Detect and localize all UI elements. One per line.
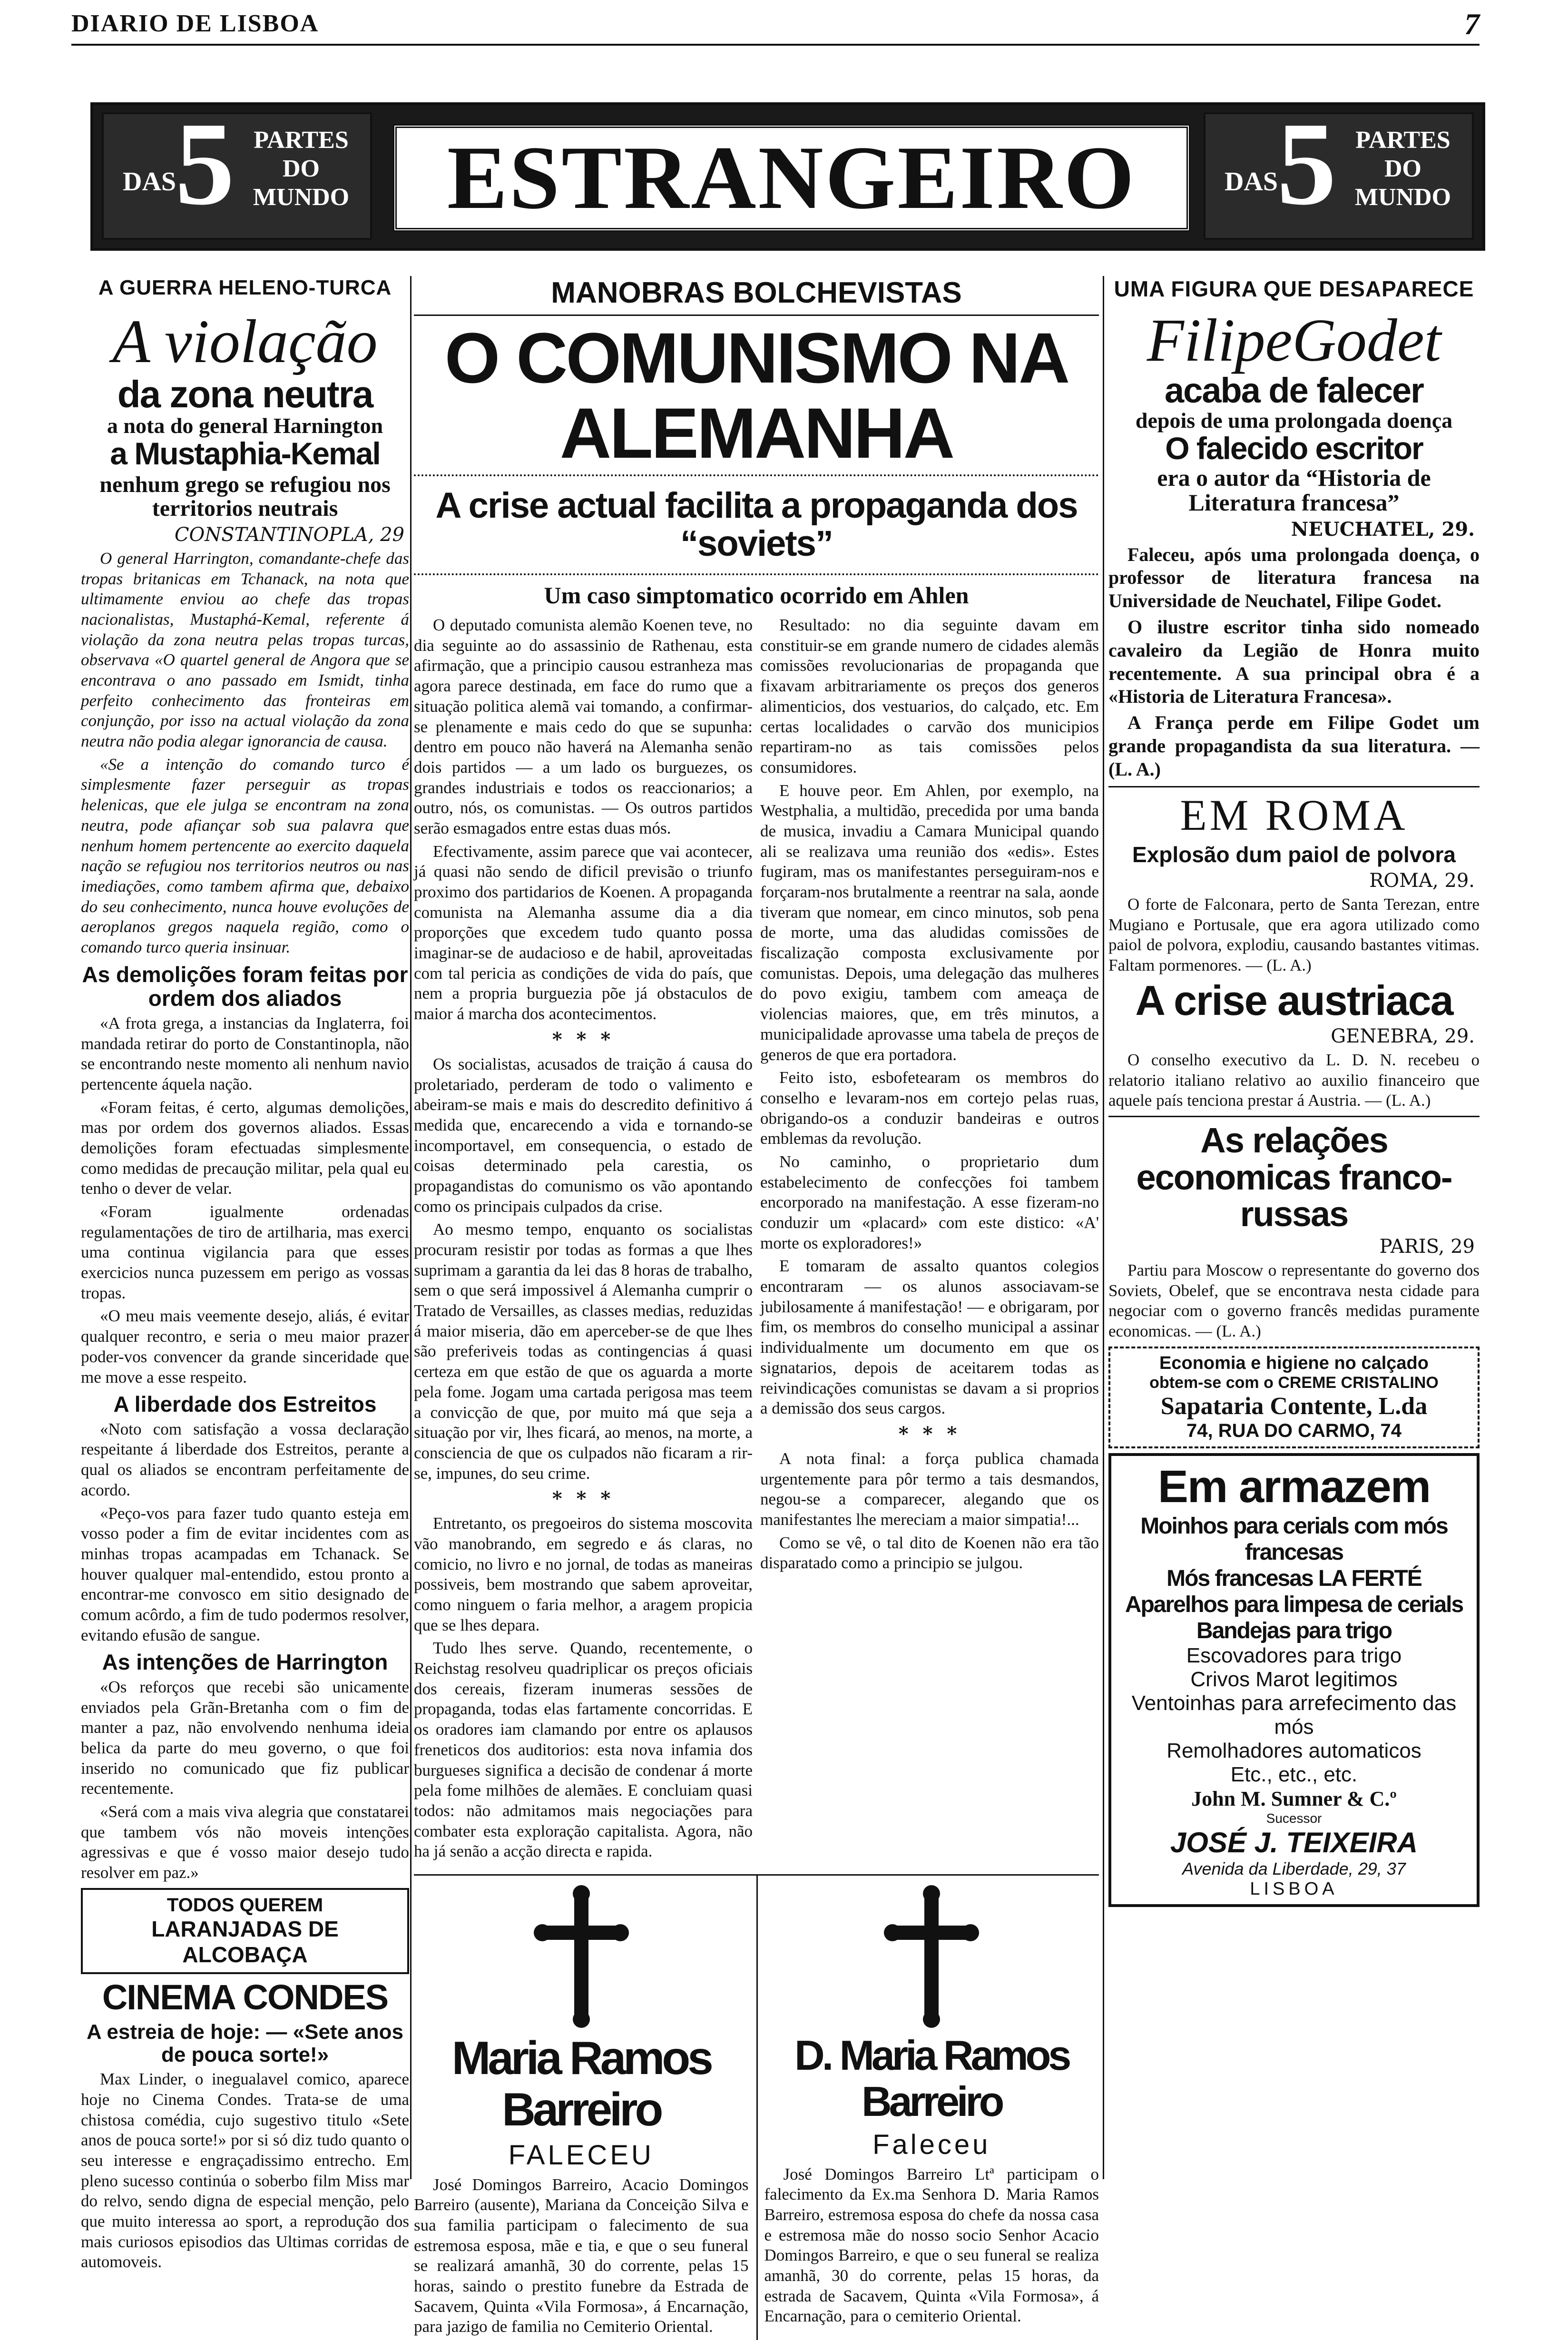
article-paragraph: Tudo lhes serve. Quando, recentemente, o Reichstag resolveu quadriplicar os preços oficiais dos cereais, fizeram inumeras sessões de propaganda, todas elas fartamente concorridas. E os oradores iam clamando por entre os aplausos freneticos dos auditorios: esta nova infamia dos burgueses significa a decisão de condenar á morte pela fome milhões de alemães. E concluiam quasi todos: não admitamos mais negociações para combater esta exploração capitalista. Agora, não ha já senão a acção directa e rapida. — [414, 1639, 753, 1861]
cinema-paragraph: Max Linder, o inegualavel comico, aparece hoje no Cinema Condes. Trata-se de uma chistosa comédia, cujo sugestivo titulo «Sete anos de pouca sorte!» por si só diz tudo quanto o seu interesse e engraçadissimo entrecho. Em pleno sucesso continúa o soberbo film Miss mar do relvo, sendo digna de especial menção, pelo que muito interessa ao sport, a reprodução dos mais curiosos episodios das Ultimas corridas de automoveis. — [81, 2070, 409, 2271]
ad-line: 74, RUA DO CARMO, 74 — [1186, 1420, 1401, 1441]
obituary-left — [414, 1876, 749, 2340]
article-headline-3: a nota do general Harnington — [107, 413, 383, 438]
ad-line: Remolhadores automaticos — [1166, 1739, 1421, 1762]
ad-line: Etc., etc., etc. — [1230, 1762, 1358, 1786]
relations-headline: As relações economicas franco-russas — [1136, 1121, 1452, 1234]
article-subhead: As demolições foram feitas por ordem dos aliados — [82, 962, 408, 1011]
article-paragraph: Entretanto, os pregoeiros do sistema moscovita vão manobrando, em segredo e ás claras, no comicio, no livro e no jornal, de todas as maneiras possiveis, bem mostrando que sabem aproveitar, como ninguem o faria melhor, a aragem propicia que se lhes depara. — [414, 1514, 753, 1634]
section-banner — [90, 98, 1485, 251]
article-headline-2: da zona neutra — [117, 373, 373, 415]
article-subheadline: A crise actual facilita a propaganda dos “soviets” — [435, 485, 1078, 564]
article-paragraph: Como se vê, o tal dito de Koenen não era tão disparatado como a principio se julgou. — [760, 1533, 1099, 1573]
ad-line: Crivos Marot legitimos — [1190, 1667, 1398, 1691]
banner-left-partes — [246, 126, 356, 211]
obituary-name: D. Maria Ramos Barreiro — [794, 2031, 1069, 2125]
banner-right-partes-word: PARTES — [1355, 127, 1450, 154]
ad-line: JOSÉ J. TEIXEIRA — [1170, 1826, 1418, 1858]
article-headline: O COMUNISMO NA ALEMANHA — [444, 318, 1068, 473]
austria-dateline: GENEBRA, 29. — [1331, 1025, 1475, 1047]
banner-left-do-word: DO — [283, 155, 320, 182]
article-paragraph: Faleceu, após uma prolongada doença, o professor de literatura francesa na Universidade de Neuchatel, Filipe Godet. — [1108, 543, 1480, 612]
austria-paragraph: O conselho executivo da L. D. N. recebeu o relatorio italiano relativo ao auxilio financeiro que aquele país tenciona prestar á Austria. — (L. A.) — [1108, 1050, 1480, 1110]
column-communism-germany — [414, 276, 1099, 2340]
article-paragraph: O general Harrington, comandante-chefe das tropas britanicas em Tchanack, na nota que ultimamente enviou ao chefe das tropas nacionalistas, Mustaphá-Kemal, referente á violação da zona neutra pelas tropas turcas, observava «O quartel general de Angora que se encontrava o ano passado em Ismidt, tinha perfeito conhecimento das fronteiras em conjunção, por isso na actual violação da zona neutra não podia alegar ignorancia de causa. — [81, 549, 409, 751]
roma-subhead: Explosão dum paiol de polvora — [1132, 842, 1456, 867]
article-dateline: CONSTANTINOPLA, 29 — [174, 523, 404, 546]
banner-right-das: DAS — [1225, 167, 1278, 197]
roma-paragraph: O forte de Falconara, perto de Santa Terezan, entre Mugiano e Portusale, que era agora utilizado como paiol de polvora, explodiu, causando bastantes vitimas. Faltam pormenores. — (L. A.) — [1108, 895, 1480, 974]
ad-line: Moinhos para cerials com mós francesas — [1140, 1513, 1448, 1565]
banner-left-five: 5 — [175, 98, 235, 230]
ad-headline: Em armazem — [1157, 1461, 1431, 1512]
article-headline-4: O falecido escritor — [1165, 431, 1423, 466]
banner-left-partes-word: PARTES — [254, 127, 349, 154]
relations-paragraph: Partiu para Moscow o representante do governo dos Soviets, Obelef, que se encontrava nesta cidade para negociar com o governo francês medidas puramente economicas. — (L. A.) — [1108, 1261, 1480, 1341]
obituary-name: Maria Ramos Barreiro — [451, 2031, 711, 2135]
page-number: 7 — [1464, 7, 1480, 41]
article-paragraph: «Foram feitas, é certo, algumas demolições, mas por ordem dos governos aliados. Essas demolições foram efectuadas simplesmente como medidas de precaução militar, pela qual eu tenho o dever de velar. — [81, 1098, 409, 1198]
article-subhead: As intenções de Harrington — [102, 1650, 388, 1675]
article-headline-5: nenhum grego se refugiou nos territorios neutrais — [99, 472, 391, 521]
banner-right-do-word: DO — [1384, 155, 1421, 182]
ad-line: LARANJADAS DE ALCOBAÇA — [151, 1916, 339, 1967]
divider — [414, 573, 1099, 575]
article-dateline: NEUCHATEL, 29. — [1291, 518, 1475, 541]
article-paragraph: A nota final: a força publica chamada urgentemente para pôr termo a tais desmandos, negou-se a comparecer, alegando que os manifestantes lhe mereciam a maior simpatia!... — [760, 1449, 1099, 1529]
relations-dateline: PARIS, 29 — [1379, 1236, 1475, 1258]
article-paragraph: «Noto com satisfação a vossa declaração respeitante á liberdade dos Estreitos, perante a qual os aliados se encontram perfeitamente de acordo. — [81, 1419, 409, 1499]
article-paragraph: Feito isto, esbofetearam os membros do conselho e levaram-nos em cortejo pelas ruas, obrigando-os a conduzir bandeiras e outros emblemas da revolução. — [760, 1068, 1099, 1148]
divider — [414, 474, 1099, 476]
article-headline-4: a Mustaphia-Kemal — [110, 435, 380, 471]
banner-right-five: 5 — [1277, 98, 1336, 230]
banner-left-mundo-word: MUNDO — [253, 183, 350, 211]
divider — [1108, 1116, 1480, 1117]
article-paragraph: A França perde em Filipe Godet um grande propagandista da sua literatura. — (L. A.) — [1108, 712, 1480, 780]
article-subhead: A liberdade dos Estreitos — [113, 1392, 377, 1417]
banner-right-mundo-word: MUNDO — [1354, 183, 1451, 211]
cinema-headline: CINEMA CONDES — [102, 1977, 388, 2017]
ad-line: Bandejas para trigo — [1196, 1618, 1392, 1643]
divider — [414, 315, 1099, 316]
article-paragraph: «Será com a mais viva alegria que constatarei que tambem vós não moveis intenções agressivas e que é vosso maior desejo tudo resolver em paz.» — [81, 1802, 409, 1882]
ad-line: Ventoinhas para arrefecimento das mós — [1131, 1691, 1457, 1739]
ad-line: Sapataria Contente, L.da — [1160, 1392, 1428, 1420]
obituary-right — [756, 1876, 1099, 2340]
article-paragraph: «O meu mais veemente desejo, aliás, é evitar qualquer recontro, e seria o meu maior prazer poder-vos convencer da grande sinceridade que me move a esse respeito. — [81, 1307, 409, 1386]
article-headline-3: depois de uma prolongada doença — [1135, 408, 1453, 433]
obituary-text: José Domingos Barreiro, Acacio Domingos Barreiro (ausente), Mariana da Conceição Silva e sua familia participam o falecimento de sua estremosa esposa, mãe e tia, e que o seu funeral se realizará amanhã, 30 do corrente, pelas 15 horas, saindo o prestito funebre da Estrada de Sacavem, Quinta «Vila Formosa», á Encarnação, para jazigo de familia no Cemiterio Oriental. — [414, 2175, 749, 2336]
section-separator: * * * — [552, 1028, 615, 1051]
section-title: ESTRANGEIRO — [393, 124, 1190, 232]
obituary-faleceu: FALECEU — [508, 2139, 654, 2171]
ad-line: Avenida da Liberdade, 29, 37 — [1182, 1858, 1406, 1878]
cross-icon — [884, 1885, 979, 2028]
column-rule-1 — [410, 276, 412, 2179]
article-headline-2: acaba de falecer — [1165, 371, 1423, 411]
column-greek-turkish-war — [81, 276, 409, 2275]
banner-left-emblem — [102, 98, 372, 240]
section-separator: * * * — [898, 1422, 961, 1445]
running-head — [71, 7, 1480, 41]
ad-line: obtem-se com o CREME CRISTALINO — [1149, 1373, 1439, 1392]
article-paragraph: «Peço-vos para fazer tudo quanto esteja em vosso poder a fim de evitar incidentes com as minhas tropas acampadas em Tchanack. Se houver qualquer mal-entendido, estou pronto a encontrar-me convosco em sitio designado de comum acôrdo, a fim de tudo podermos resolver, evitando efusão de sangue. — [81, 1504, 409, 1644]
article-paragraph: Resultado: no dia seguinte davam em constituir-se em grande numero de cidades alemãs comissões revolucionarias de propaganda que fixavam arbitrariamente os preços dos generos alimenticios, dos vestuarios, do calçado, etc. Em certas localidades o carvão dos municipios repartiram-no as tais comissões pelos consumidores. — [760, 616, 1099, 777]
article-kicker: UMA FIGURA QUE DESAPARECE — [1114, 276, 1474, 301]
paper-name: DIARIO DE LISBOA — [71, 10, 319, 37]
article-subsubhead: Um caso simptomatico ocorrido em Ahlen — [544, 581, 969, 609]
banner-right-partes — [1348, 126, 1458, 211]
article-headline: FilipeGodet — [1147, 306, 1441, 374]
article-kicker: A GUERRA HELENO-TURCA — [98, 276, 392, 299]
article-body — [414, 615, 1099, 1865]
article-paragraph: O ilustre escritor tinha sido nomeado cavaleiro da Legião de Honra muito recentemente. A sua principal obra é a «Historia de Literatura Francesa». — [1108, 616, 1480, 708]
ad-line: LISBOA — [1250, 1878, 1338, 1899]
article-paragraph: Ao mesmo tempo, enquanto os socialistas procuram resistir por todas as formas a que lhes suprimam a garantia da lei das 8 horas de trabalho, sem o que será impossivel á Alemanha cumprir o Tratado de Versailles, as classes medias, reduzidas á maior miseria, dão em aperceber-se de que lhes são preferiveis todas as contingencias á quasi certeza em que estão de que os aguarda a morte pela fome. Jogam uma cartada perigosa mas teem a convicção de que, por muito má que seja a situação por vir, lhes ficará, ao menos, na morte, a consciencia de que os culpados não ficaram a rir-se, impunes, do seu crime. — [414, 1220, 753, 1483]
article-headline: A violação — [112, 307, 378, 376]
armazem-ad — [1108, 1453, 1480, 1907]
obituaries — [414, 1874, 1099, 2340]
article-paragraph: No caminho, o proprietario dum estabelecimento de confecções foi tambem encorporado na manifestação. A esse fizeram-no conduzir um «placard» com este distico: «A' morte os exploradores!» — [760, 1152, 1099, 1252]
article-paragraph: Efectivamente, assim parece que vai acontecer, já quasi não sendo de dificil previsão o triunfo proximo dos partidarios de Koenen. A propaganda comunista na Alemanha assume dia a dia proporções que excedem tudo quanto possa imaginar-se de audacioso e de habil, aproveitadas com tal pericia as condições de vida do país, que nem a propria burguezia põe já obstaculos de maior á marcha dos acontecimentos. — [414, 842, 753, 1023]
banner-right-emblem — [1204, 98, 1474, 240]
cinema-subhead: A estreia de hoje: — «Sete anos de pouca sorte!» — [87, 2020, 403, 2066]
ad-line: Aparelhos para limpesa de cerials — [1125, 1592, 1463, 1617]
article-paragraph: Os socialistas, acusados de traição á causa do proletariado, perderam de todo o valimento e abeiram-se mais e mais do descredito definitivo á medida que, encarecendo a vida e tornando-se incomportavel, em consequencia, o estado de coisas determinado pela carestia, os propagandistas do comunismo os vão apontando como os principais culpados da crise. — [414, 1054, 753, 1216]
cross-icon — [534, 1885, 629, 2028]
ad-line: Mós francesas LA FERTÉ — [1166, 1565, 1421, 1591]
article-paragraph: E tomaram de assalto quantos colegios encontraram — os alunos associavam-se jubilosamente á manifestação! — e obrigaram, por fim, os membros do conselho municipal a assinar individualmente um documento em que os signatarios, depois de aceitarem todas as reivindicações comunistas se davam a si proprios a demissão dos seus cargos. — [760, 1257, 1099, 1418]
article-body-right — [760, 615, 1099, 1865]
article-paragraph: E houve peor. Em Ahlen, por exemplo, na Westphalia, a multidão, precedida por uma banda de musica, invadiu a Camara Municipal quando ali se realizava uma reunião dos «edis». Estes fugiram, mas os manifestantes perseguiram-nos e forçaram-nos brutalmente a reentrar na sala, aonde tiveram que nomear, em cinco minutos, sob pena de morte, uma das aludidas comissões de fiscalização composta exclusivamente por comunistas. Depois, uma delegação das mulheres do povo exigiu, tambem com ameaça de violencias maiores, que, em três minutos, a municipalidade aprovasse uma tabela de preços de generos de que era portadora. — [760, 781, 1099, 1064]
roma-headline: EM ROMA — [1180, 790, 1408, 839]
divider — [1108, 786, 1480, 787]
ad-line: TODOS QUEREM — [167, 1894, 323, 1916]
article-paragraph: «Os reforços que recebi são unicamente enviados pela Grãn-Bretanha com o fim de manter a paz, não envolvendo nenhuma ideia belica da parte do meu governo, o que foi inserido no comunicado que fiz publicar recentemente. — [81, 1677, 409, 1798]
article-paragraph: «Foram igualmente ordenadas regulamentações de tiro de artilharia, mas exerci uma continua vigilancia para que esses exercicios nunca puzessem em perigo as vossas tropas. — [81, 1202, 409, 1302]
obituary-faleceu: Faleceu — [872, 2129, 991, 2160]
obituary-text: José Domingos Barreiro Ltª participam o falecimento da Ex.ma Senhora D. Maria Ramos Barreiro, estremosa esposa do chefe da nossa casa e estremosa mãe do nosso socio Senhor Acacio Domingos Barreiro, e que o seu funeral se realiza amanhã, 30 do corrente, pelas 15 horas, da estrada de Sacavem, Quinta «Vila Formosa», á Encarnação, para o cemiterio Oriental. — [764, 2164, 1099, 2326]
laranjadas-ad — [81, 1888, 409, 1974]
column-rule-2 — [1103, 276, 1104, 2179]
article-body-left — [414, 615, 753, 1865]
article-kicker: MANOBRAS BOLCHEVISTAS — [551, 276, 962, 309]
article-paragraph: «A frota grega, a instancias da Inglaterra, foi mandada retirar do porto de Constantinopla, não se encontrando neste momento ali nenhum navio pertencente áquela nação. — [81, 1013, 409, 1093]
ad-line: Sucessor — [1266, 1810, 1322, 1826]
ad-line: Economia e higiene no calçado — [1159, 1353, 1429, 1373]
roma-dateline: ROMA, 29. — [1369, 869, 1475, 892]
ad-line: John M. Sumner & C.º — [1191, 1787, 1397, 1810]
column-right-news — [1108, 276, 1480, 1912]
banner-left-das: DAS — [123, 167, 176, 197]
sapataria-ad — [1108, 1347, 1480, 1448]
running-head-rule — [71, 44, 1480, 46]
article-paragraph: O deputado comunista alemão Koenen teve, no dia seguinte ao do assassinio de Rathenau, esta afirmação, que a principio causou estranheza mas agora parece destinada, em face do rumo que a situação politica alemã vai tomando, a confirmar-se plenamente e mais cedo do que se supunha: dentro em pouco não haverá na Alemanha senão dois partidos — a um lado os burguezes, os grandes industriais e todos os reaccionarios; a outro, nós, os comunistas. — Os outros partidos serão esmagados entre estas duas mós. — [414, 616, 753, 837]
article-paragraph: «Se a intenção do comando turco é simplesmente fazer perseguir as tropas helenicas, que ele julga se encontram na zona neutra, pode afiançar sob sua palavra que nenhum homem pertencente ao exercito daquela nação se refugiou nos territorios neutros ou nas imediações, como tambem afirma que, debaixo do seu conhecimento, nunca houve evoluções de aeroplanos gregos naquela região, como o comando turco queria insinuar. — [81, 755, 409, 956]
austria-headline: A crise austriaca — [1135, 976, 1453, 1024]
ad-line: Escovadores para trigo — [1186, 1643, 1402, 1667]
article-headline-5: era o autor da “Historia de Literatura francesa” — [1157, 464, 1431, 516]
section-separator: * * * — [552, 1487, 615, 1510]
